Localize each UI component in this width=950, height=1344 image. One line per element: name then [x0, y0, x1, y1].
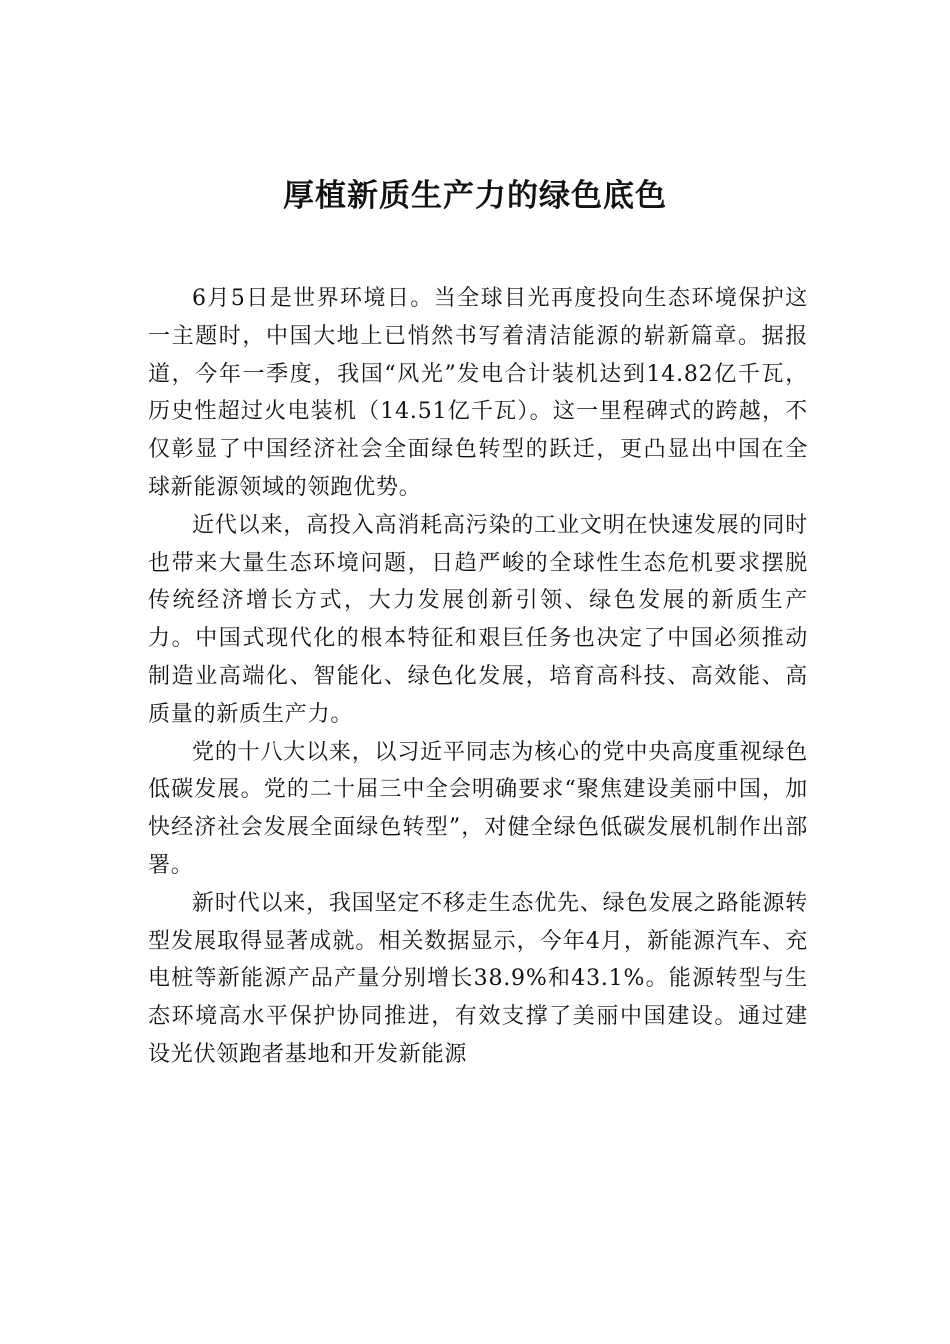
article-body	[148, 280, 808, 1074]
paragraph-3: 党的十八大以来，以习近平同志为核心的党中央高度重视绿色低碳发展。党的二十届三中全会明确要求“聚焦建设美丽中国，加快经济社会发展全面绿色转型”，对健全绿色低碳发展机制作出部署。	[148, 739, 808, 878]
paragraph-4: 新时代以来，我国坚定不移走生态优先、绿色发展之路能源转型发展取得显著成就。相关数据显示，今年4月，新能源汽车、充电桩等新能源产品产量分别增长38.9%和43.1%。能源转型与生态环境高水平保护协同推进，有效支撑了美丽中国建设。通过建设光伏领跑者基地和开发新能源	[148, 890, 808, 1067]
paragraph-2: 近代以来，高投入高消耗高污染的工业文明在快速发展的同时也带来大量生态环境问题，日趋严峻的全球性生态危机要求摆脱传统经济增长方式，大力发展创新引领、绿色发展的新质生产力。中国式现代化的根本特征和艰巨任务也决定了中国必须推动制造业高端化、智能化、绿色化发展，培育高科技、高效能、高质量的新质生产力。	[148, 512, 808, 727]
paragraph-1: 6月5日是世界环境日。当全球目光再度投向生态环境保护这一主题时，中国大地上已悄然书写着清洁能源的崭新篇章。据报道，今年一季度，我国“风光”发电合计装机达到14.82亿千瓦，历史性超过火电装机（14.51亿千瓦）。这一里程碑式的跨越，不仅彰显了中国经济社会全面绿色转型的跃迁，更凸显出中国在全球新能源领域的领跑优势。	[148, 286, 808, 500]
article-title: 厚植新质生产力的绿色底色	[283, 178, 667, 214]
